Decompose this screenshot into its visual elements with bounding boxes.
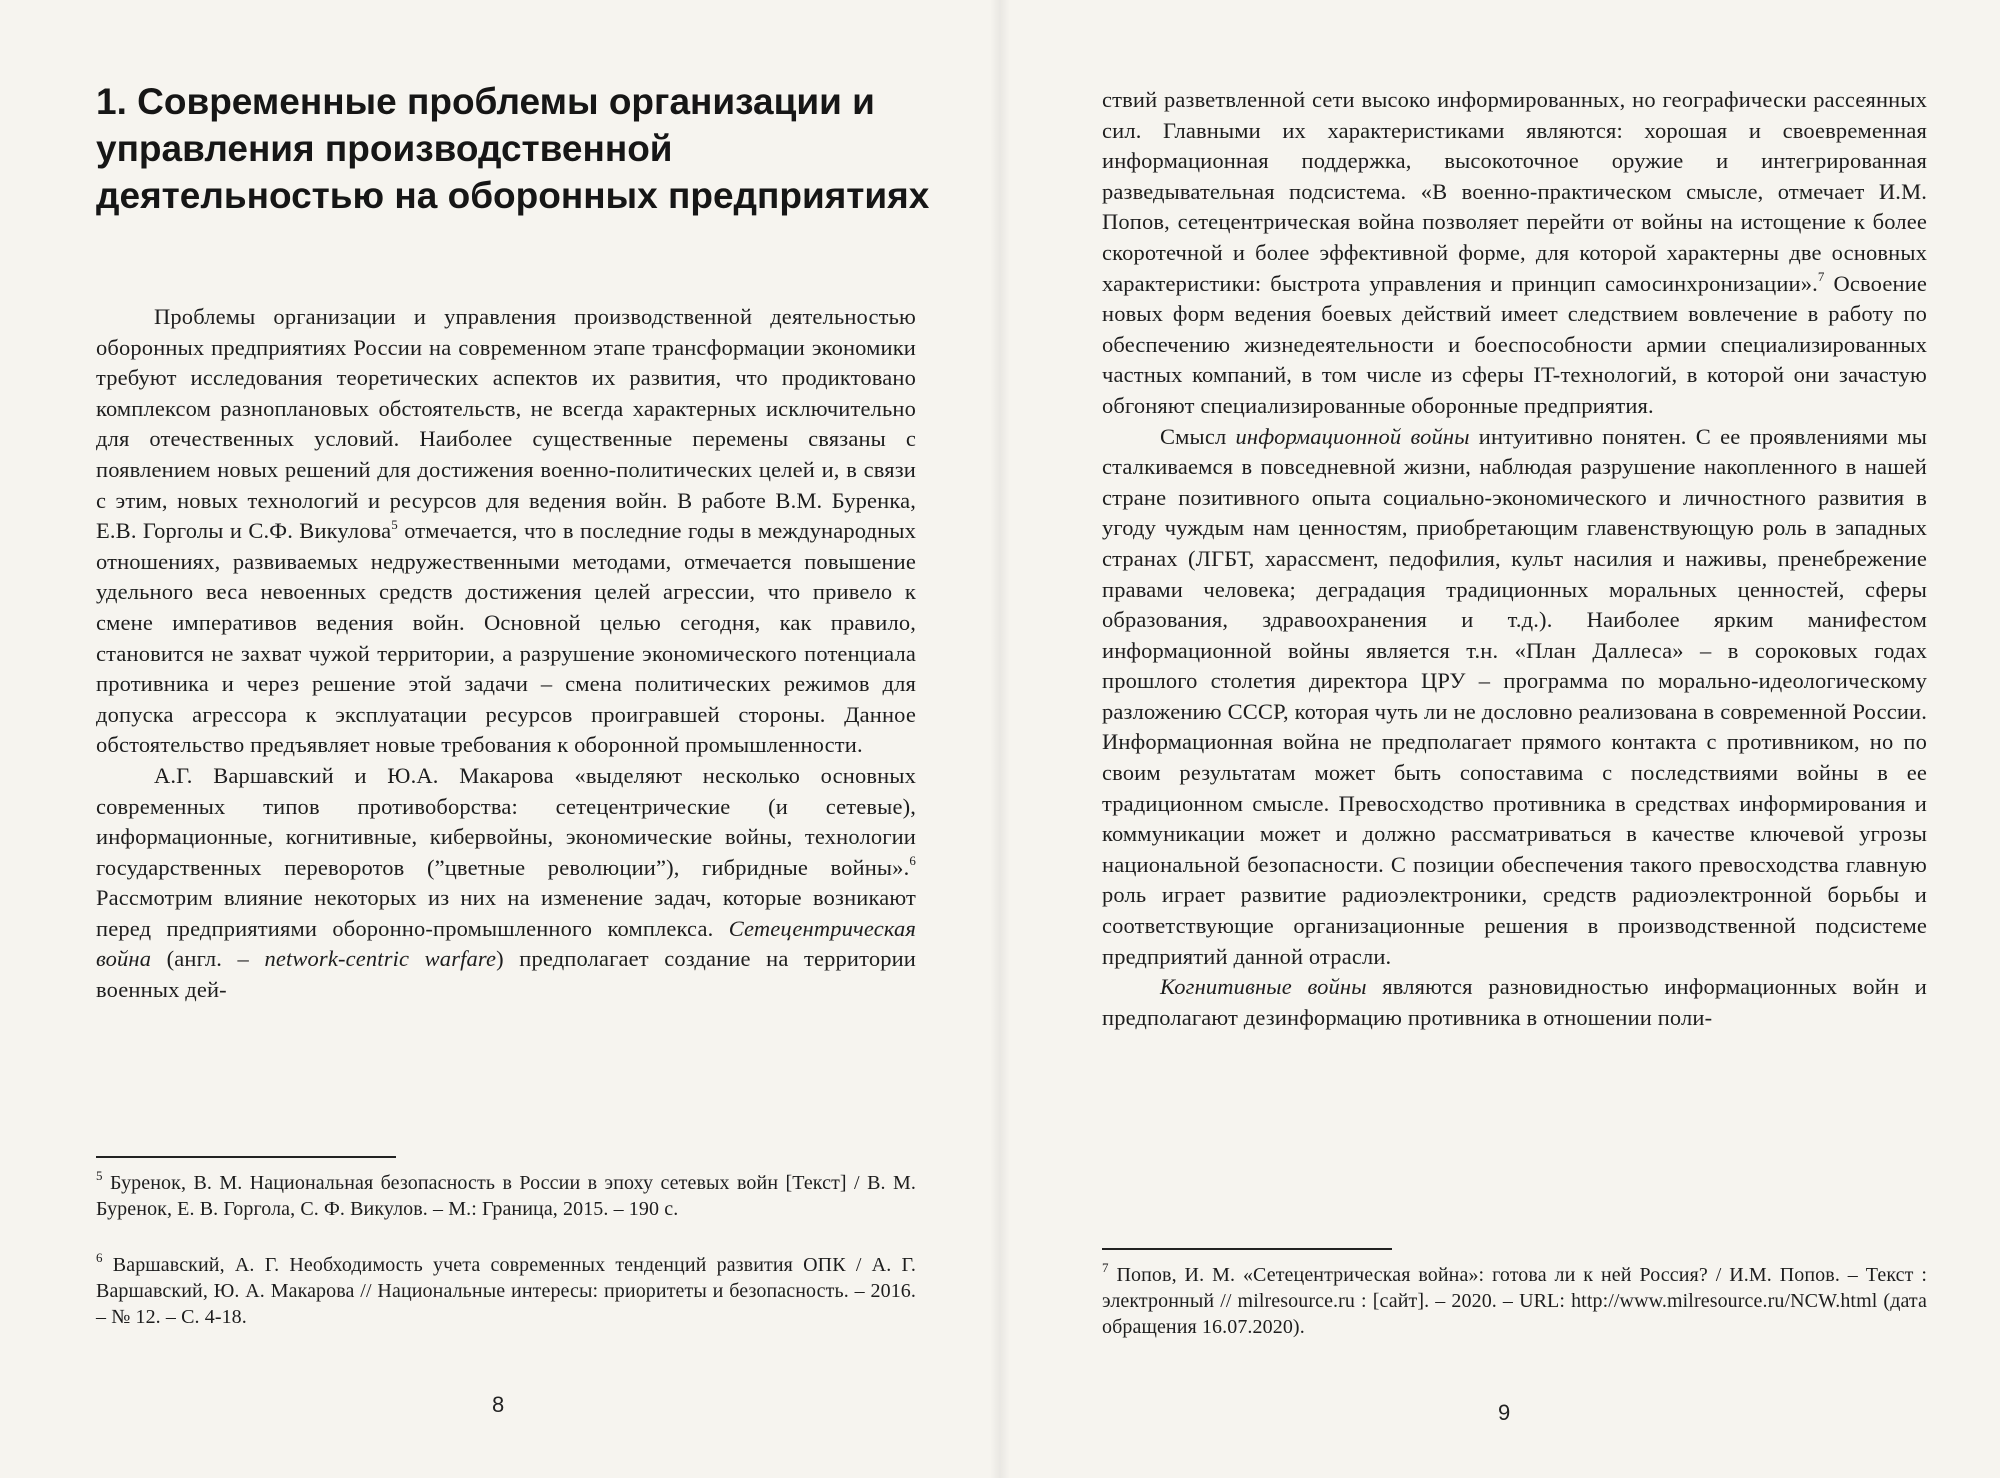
footnote-ref-6: 6 — [909, 853, 916, 869]
chapter-heading: 1. Современные проблемы организации и управления производственной деятельностью на оборонных предприятиях — [96, 81, 930, 216]
page-number-left: 8 — [492, 1392, 505, 1417]
footnote-ref-7: 7 — [1817, 269, 1825, 285]
footnote-5 — [96, 1170, 916, 1222]
footnote-7 — [1102, 1262, 1927, 1340]
right-p3-text-b: являются разновидностью информационных войн и предполагают дезинформацию противника в отношении поли- — [1102, 974, 1927, 1030]
right-p1-text-a: ствий разветвленной сети высоко информированных, но географически рассеянных сил. Главными их характеристиками являются: хорошая и своевременная информационная поддержка, высокоточное оружие и интегрированная разведывательная подсистема. «В военно-практическом смысле, отмечает И.М. Попов, сетецентрическая война позволяет перейти от войны на истощение к более скоротечной и более эффективной форме, для которой характерны две основных характеристики: быстрота управления и принцип самосинхронизации». — [1102, 87, 1927, 296]
left-p1-text-b: отмечается, что в последние годы в международных отношениях, развиваемых недружественными методами, отмечается повышение удельного веса невоенных средств достижения целей агрессии, что привело к смене императивов ведения войн. Основной целью сегодня, как правило, становится не захват чужой территории, а разрушение экономического потенциала противника и через решение этой задачи – смена политических режимов для допуска агрессора к эксплуатации ресурсов проигравшей стороны. Данное обстоятельство предъявляет новые требования к оборонной промышленности. — [96, 518, 916, 758]
page-number-right: 9 — [1498, 1400, 1511, 1425]
left-body-text — [96, 302, 916, 1006]
right-page — [1000, 0, 2000, 1478]
term-information-war: информационной войны — [1235, 423, 1470, 449]
right-p2-text-b: интуитивно понятен. С ее проявлениями мы сталкиваемся в повседневной жизни, наблюдая разрушение накопленного в нашей стране позитивного опыта социально-экономического и личностного развития в угоду чуждым нам ценностям, приобретающим главенствующую роль в западных странах (ЛГБТ, харассмент, педофилия, культ насилия и наживы, пренебрежение правами человека; деградация традиционных моральных ценностей, сферы образования, здравоохранения и т.д.). Наиболее ярким манифестом информационной войны является т.н. «План Даллеса» – в сороковых годах прошлого столетия директора ЦРУ – программа по морально-идеологическому разложению СССР, которая чуть ли не дословно реализована в современной России. Информационная война не предполагает прямого контакта с противником, но по своим результатам может быть сопоставима с последствиями войны в ее традиционном смысле. Превосходство противника в средствах информирования и коммуникации может и должно рассматриваться в качестве ключевой угрозы национальной безопасности. С позиции обеспечения такого превосходства главную роль играет развитие радиоэлектроники, средств радиоэлектронной борьбы и соответствующие организационные решения в производственной подсистеме предприятий данной отрасли. — [1102, 423, 1927, 969]
right-paragraph-3 — [1102, 972, 1927, 1033]
footnote-6-text: Варшавский, А. Г. Необходимость учета современных тенденций развития ОПК / А. Г. Варшавский, Ю. А. Макарова // Национальные интересы: приоритеты и безопасность. – 2016. – № 12. – С. 4-18. — [96, 1254, 916, 1328]
right-p1-text-b: Освоение новых форм ведения боевых действий имеет следствием вовлечение в работу по обеспечению жизнедеятельности и боеспособности армии специализированных частных компаний, в том числе из сферы IT-технологий, в которой они зачастую обгоняют специализированные оборонные предприятия. — [1102, 270, 1927, 418]
footnote-5-text: Буренок, В. М. Национальная безопасность в России в эпоху сетевых войн [Текст] / В. М. Буренок, Е. В. Горгола, С. Ф. Викулов. – М.: Граница, 2015. – 190 с. — [96, 1172, 916, 1220]
right-paragraph-1 — [1102, 85, 1927, 422]
footnote-7-number: 7 — [1102, 1260, 1109, 1276]
footnote-ref-5: 5 — [391, 516, 398, 532]
term-network-centric-warfare-en: network-centric warfare — [264, 946, 497, 972]
footnote-5-number: 5 — [96, 1168, 103, 1184]
right-paragraph-2 — [1102, 422, 1927, 973]
left-p2-text-d: ) предполагает создание на территории военных дей- — [96, 946, 916, 1003]
footnote-7-text: Попов, И. М. «Сетецентрическая война»: готова ли к ней Россия? / И.М. Попов. – Текст : электронный // milresource.ru : [сайт]. – 2020. – URL: http://www.milresource.ru/NCW.html (дата обращения 16.07.2020). — [1102, 1264, 1927, 1338]
left-p2-text-a: А.Г. Варшавский и Ю.А. Макарова «выделяют несколько основных современных типов противоборства: сетецентрические (и сетевые), информационные, когнитивные, кибервойны, экономические войны, технологии государственных переворотов (”цветные революции”), гибридные войны». — [96, 762, 916, 880]
right-body-text — [1102, 85, 1927, 1033]
footnote-6-number: 6 — [96, 1250, 103, 1266]
right-p2-text-a: Смысл — [1160, 423, 1236, 449]
right-footnote-rule — [1102, 1248, 1392, 1250]
left-paragraph-2 — [96, 761, 916, 1006]
left-p2-text-b: Рассмотрим влияние некоторых из них на изменение задач, которые возникают перед предприятиями оборонно-промышленного комплекса. — [96, 885, 916, 941]
left-footnote-rule — [96, 1156, 396, 1158]
left-p1-text-a: Проблемы организации и управления производственной деятельностью оборонных предприятиях России на современном этапе трансформации экономики требуют исследования теоретических аспектов их развития, что продиктовано комплексом разноплановых обстоятельств, не всегда характерных исключительно для отечественных условий. Наиболее существенные перемены связаны с появлением новых решений для достижения военно-политических целей и, в связи с этим, новых технологий и ресурсов для ведения войн. В работе В.М. Буренка, Е.В. Горголы и С.Ф. Викулова — [96, 304, 916, 544]
term-cognitive-wars: Когнитивные войны — [1160, 974, 1367, 1000]
footnote-6 — [96, 1252, 916, 1330]
term-network-centric-war: Сетецентрическая война — [96, 915, 916, 972]
left-paragraph-1 — [96, 302, 916, 761]
left-p2-text-c: (англ. – — [151, 946, 265, 972]
